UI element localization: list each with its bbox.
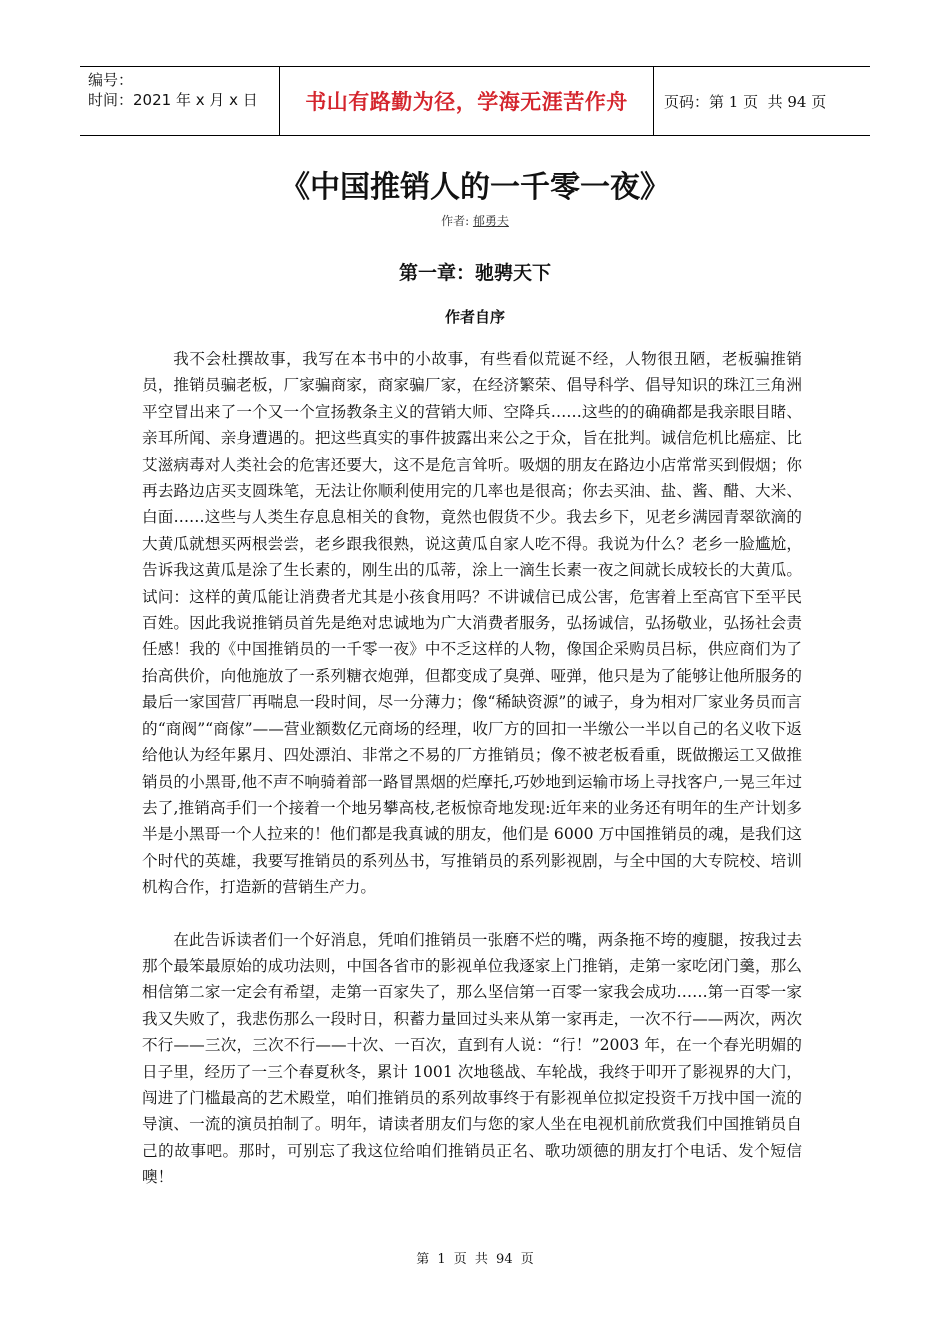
body-text	[142, 346, 802, 1191]
header-page-cell	[654, 67, 870, 135]
author-link[interactable]: 郁勇夫	[472, 214, 509, 228]
header-meta-cell	[80, 67, 280, 135]
document-number-label: 编号：	[88, 71, 134, 89]
chapter-heading: 第一章：驰骋天下	[398, 262, 551, 284]
author-label: 作者:	[441, 214, 473, 228]
page-footer: 第 1 页 共 94 页	[416, 1252, 534, 1267]
header-page-info: 页码：第 1 页 共 94 页	[664, 92, 827, 111]
paragraph: 我不会杜撰故事，我写在本书中的小故事，有些看似荒诞不经，人物很丑陋，老板骗推销员，推销员骗老板，厂家骗商家，商家骗厂家，在经济繁荣、倡导科学、倡导知识的珠江三角洲平空冒出来了一个又一个宣扬教条主义的营销大师、空降兵……这些的的确确都是我亲眼目睹、亲耳所闻、亲身遭遇的。把这些真实的事件披露出来公之于众，旨在批判。诚信危机比癌症、比艾滋病毒对人类社会的危害还要大，这不是危言耸听。吸烟的朋友在路边小店常常买到假烟；你再去路边店买支圆珠笔，无法让你顺利使用完的几率也是很高；你去买油、盐、酱、醋、大米、白面……这些与人类生存息息相关的食物，竟然也假货不少。我去乡下，见老乡满园青翠欲滴的大黄瓜就想买两根尝尝，老乡跟我很熟，说这黄瓜自家人吃不得。我说为什么？老乡一脸尴尬，告诉我这黄瓜是涂了生长素的，刚生出的瓜蒂，涂上一滴生长素一夜之间就长成较长的大黄瓜。试问：这样的黄瓜能让消费者尤其是小孩食用吗？不讲诚信已成公害，危害着上至高官下至平民百姓。因此我说推销员首先是绝对忠诚地为广大消费者服务，弘扬诚信，弘扬敬业，弘扬社会责任感！我的《中国推销员的一千零一夜》中不乏这样的人物，像国企采购员吕标，供应商们为了抬高供价，向他施放了一系列糖衣炮弹，但都变成了臭弹、哑弹，他只是为了能够让他所服务的最后一家国营厂再喘息一段时间，尽一分薄力；像“稀缺资源”的诫子，身为相对厂家业务员而言的“商阀”“商傢”——营业额数亿元商场的经理，收厂方的回扣一半缴公一半以自己的名义收下返给他认为经年累月、四处漂泊、非常之不易的厂方推销员；像不被老板看重，既做搬运工又做推销员的小黑哥,他不声不响骑着部一路冒黑烟的烂摩托,巧妙地到运输市场上寻找客户,一晃三年过去了,推销高手们一个接着一个地另攀高枝,老板惊奇地发现:近年来的业务还有明年的生产计划多半是小黑哥一个人拉来的！他们都是我真诚的朋友，他们是 6000 万中国推销员的魂，是我们这个时代的英雄，我要写推销员的系列丛书，写推销员的系列影视剧，与全中国的大专院校、培训机构合作，打造新的营销生产力。	[142, 350, 802, 897]
paragraph: 在此告诉读者们一个好消息，凭咱们推销员一张磨不烂的嘴，两条拖不垮的瘦腿，按我过去那个最笨最原始的成功法则，中国各省市的影视单位我逐家上门推销，走第一家吃闭门羹，那么相信第二家一定会有希望，走第一百家失了，那么坚信第一百零一家我会成功……第一百零一家我又失败了，我悲伤那么一段时日，积蓄力量回过头来从第一家再走，一次不行——两次，两次不行——三次，三次不行——十次、一百次，直到有人说：“行！”2003 年，在一个春光明媚的日子里，经历了一三个春夏秋冬，累计 1001 次地毯战、车轮战，我终于叩开了影视界的大门，闯进了门槛最高的艺术殿堂，咱们推销员的系列故事终于有影视单位拟定投资千万找中国一流的导演、一流的演员拍制了。明年，请读者朋友们与您的家人坐在电视机前欣赏我们中国推销员自己的故事吧。那时，可别忘了我这位给咱们推销员正名、歌功颂德的朋友打个电话、发个短信噢！	[142, 930, 802, 1187]
document-title: 《中国推销人的一千零一夜》	[280, 170, 670, 205]
author-line	[0, 212, 950, 229]
section-heading: 作者自序	[444, 308, 505, 326]
header-motto: 书山有路勤为径，学海无涯苦作舟	[305, 90, 628, 114]
page-header	[80, 66, 870, 136]
header-motto-cell	[280, 67, 654, 135]
document-date-label: 时间：2021 年 x 月 x 日	[88, 91, 258, 109]
